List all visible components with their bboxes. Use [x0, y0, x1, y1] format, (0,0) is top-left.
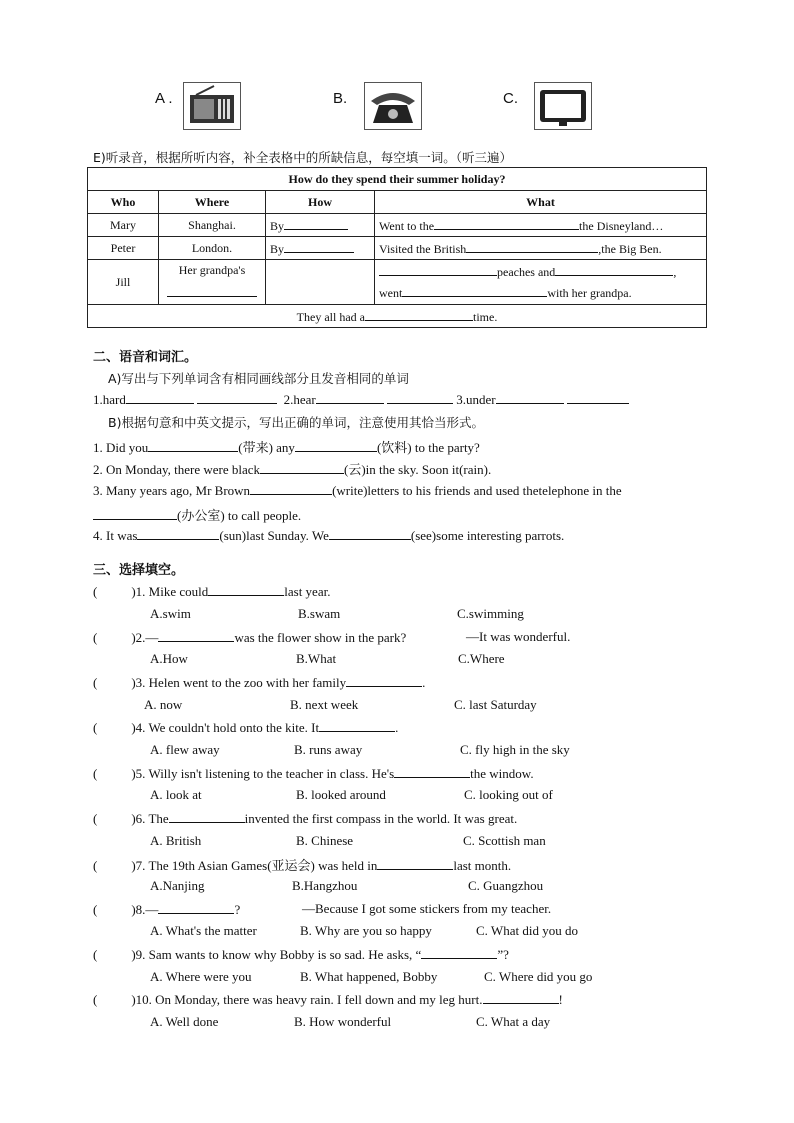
option-a[interactable]: A. flew away — [150, 742, 220, 757]
answer-blank[interactable] — [466, 240, 598, 253]
question-text: ! — [558, 992, 563, 1007]
table-title: How do they spend their summer holiday? — [88, 168, 707, 191]
cell-text: with her grandpa. — [547, 286, 632, 300]
option-a[interactable]: A. now — [144, 697, 183, 712]
answer-blank[interactable] — [295, 439, 377, 452]
answer-paren[interactable]: ( — [93, 720, 98, 735]
option-b[interactable]: B.What — [296, 651, 337, 666]
television-icon — [534, 82, 592, 130]
cell-text: , — [673, 265, 677, 279]
question-text: )3. Helen went to the zoo with her family — [131, 675, 347, 690]
answer-blank[interactable] — [316, 391, 384, 404]
cell-text: peaches and — [497, 265, 556, 279]
question-text: )10. On Monday, there was heavy rain. I fell down and my leg hurt. — [131, 992, 483, 1007]
word-3: 3.under — [456, 392, 496, 407]
answer-blank — [158, 629, 234, 642]
question-text: (云)in the sky. Soon it(rain). — [344, 462, 492, 477]
question-text: (see)some interesting parrots. — [410, 528, 565, 543]
section-2a-words — [93, 391, 629, 408]
question-text: )4. We couldn't hold onto the kite. It — [131, 720, 320, 735]
question-text: was the flower show in the park? — [234, 630, 407, 645]
choice-question-1 — [93, 583, 330, 600]
cell-text: By — [270, 241, 285, 256]
option-b[interactable]: B. How wonderful — [294, 1014, 392, 1029]
question-text: )9. Sam wants to know why Bobby is so sad. He asks, “ — [131, 947, 422, 962]
section-e-instruction: E)听录音，根据所听内容，补全表格中的所缺信息，每空填一词。（听三遍） — [93, 150, 513, 165]
question-reply: —It was wonderful. — [466, 629, 571, 644]
option-b[interactable]: B. runs away — [294, 742, 363, 757]
section-2b-instruction: B)根据句意和中英文提示，写出正确的单词，注意使用其恰当形式。 — [108, 415, 484, 430]
question-text: 1. Did you — [93, 440, 149, 455]
cell-text: By — [270, 218, 285, 233]
question-text: 3. Many years ago, Mr Brown — [93, 483, 251, 498]
question-text: ”? — [497, 947, 509, 962]
answer-blank[interactable] — [387, 391, 453, 404]
answer-paren[interactable]: ( — [93, 811, 98, 826]
cell-text: Visited the British — [379, 241, 467, 256]
answer-blank — [158, 901, 234, 914]
answer-blank[interactable] — [329, 527, 411, 540]
question-text: )6. The — [131, 811, 169, 826]
choice-question-3 — [93, 674, 425, 691]
header-how: How — [266, 191, 375, 214]
cell-text: went — [379, 286, 403, 300]
answer-blank — [208, 583, 284, 596]
answer-blank — [394, 765, 470, 778]
answer-paren[interactable]: ( — [93, 992, 98, 1007]
cell-where: Shanghai. — [159, 214, 266, 237]
cell-text: time. — [472, 309, 498, 324]
answer-blank[interactable] — [93, 507, 177, 520]
choice-question-7 — [93, 855, 511, 874]
answer-blank — [319, 719, 395, 732]
option-c[interactable]: C. fly high in the sky — [460, 742, 570, 757]
cell-text: the Disneyland… — [579, 218, 664, 233]
section-3-title: 三、选择填空。 — [93, 563, 185, 578]
question-text: )7. The 19th Asian Games(亚运会) was held in — [131, 858, 378, 873]
picture-b-label: B. — [333, 90, 348, 107]
choice-question-8 — [93, 901, 240, 918]
cell-how — [266, 237, 375, 260]
question-text: 4. It was — [93, 528, 138, 543]
question-text: )5. Willy isn't listening to the teacher in class. He's — [131, 766, 395, 781]
cell-text: Her grandpa's — [178, 263, 246, 277]
answer-blank[interactable] — [434, 217, 579, 230]
option-a[interactable]: A. British — [150, 833, 202, 848]
answer-blank[interactable] — [496, 391, 564, 404]
choice-question-10 — [93, 991, 563, 1008]
option-c[interactable]: C. Where did you go — [484, 969, 593, 984]
option-a[interactable]: A.Nanjing — [150, 878, 205, 893]
option-c[interactable]: C. looking out of — [464, 787, 553, 802]
option-a[interactable]: A. What's the matter — [150, 923, 257, 938]
answer-paren[interactable]: ( — [93, 858, 98, 873]
question-text: invented the first compass in the world. It was great. — [244, 811, 518, 826]
table-row — [88, 260, 707, 305]
answer-blank[interactable] — [567, 391, 629, 404]
question-2b-3-cont — [93, 505, 301, 524]
option-c[interactable]: C. What did you do — [476, 923, 578, 938]
answer-paren[interactable]: ( — [93, 902, 98, 917]
cell-what — [375, 260, 707, 305]
option-b[interactable]: B.swam — [298, 606, 341, 621]
answer-paren[interactable]: ( — [93, 947, 98, 962]
picture-c-label: C. — [503, 90, 518, 107]
option-a[interactable]: A.swim — [150, 606, 191, 621]
choice-question-4 — [93, 719, 398, 736]
option-b[interactable]: B. Why are you so happy — [300, 923, 432, 938]
cell-how — [266, 260, 375, 305]
question-text: 2. On Monday, there were black — [93, 462, 261, 477]
option-a[interactable]: A.How — [150, 651, 188, 666]
header-who: Who — [88, 191, 159, 214]
holiday-table — [87, 167, 707, 328]
choice-question-9 — [93, 946, 509, 963]
question-2b-3 — [93, 482, 622, 499]
answer-blank[interactable] — [167, 284, 257, 297]
answer-blank — [483, 991, 559, 1004]
question-2b-2 — [93, 459, 491, 478]
cell-who: Peter — [88, 237, 159, 260]
cell-who: Jill — [88, 260, 159, 305]
question-text: (饮料) to the party? — [376, 440, 480, 455]
answer-blank[interactable] — [402, 284, 547, 297]
option-b[interactable]: B.Hangzhou — [292, 878, 358, 893]
option-c[interactable]: C. Guangzhou — [468, 878, 544, 893]
cell-where: London. — [159, 237, 266, 260]
cell-how — [266, 214, 375, 237]
word-1: 1.hard — [93, 392, 126, 407]
telephone-icon — [364, 82, 422, 130]
option-c[interactable]: C.swimming — [457, 606, 524, 621]
answer-paren[interactable]: ( — [93, 675, 98, 690]
option-c[interactable]: C. last Saturday — [454, 697, 537, 712]
question-text: . — [395, 720, 399, 735]
cell-who: Mary — [88, 214, 159, 237]
answer-blank[interactable] — [126, 391, 194, 404]
answer-blank[interactable] — [260, 461, 344, 474]
question-reply: —Because I got some stickers from my teacher. — [302, 901, 552, 916]
option-a[interactable]: A. Well done — [150, 1014, 219, 1029]
answer-blank — [377, 857, 453, 870]
answer-blank — [169, 810, 245, 823]
answer-blank[interactable] — [555, 263, 673, 276]
cell-text: ,the Big Ben. — [598, 241, 662, 256]
option-b[interactable]: B. looked around — [296, 787, 386, 802]
section-2a-instruction: A)写出与下列单词含有相同画线部分且发音相同的单词 — [108, 371, 409, 386]
table-row — [88, 214, 707, 237]
question-text: (带来) any — [238, 440, 295, 455]
choice-question-2 — [93, 629, 406, 646]
option-b[interactable]: B. next week — [290, 697, 359, 712]
answer-blank[interactable] — [250, 482, 332, 495]
header-what: What — [375, 191, 707, 214]
question-2b-4 — [93, 527, 564, 544]
answer-blank[interactable] — [284, 240, 354, 253]
picture-a-label: A . — [155, 90, 173, 107]
question-text: the window. — [470, 766, 534, 781]
word-2: 2.hear — [283, 392, 316, 407]
section-2-title: 二、语音和词汇。 — [93, 350, 198, 365]
question-text: (sun)last Sunday. We — [219, 528, 329, 543]
question-2b-1 — [93, 437, 480, 456]
question-text: )8.— — [131, 902, 159, 917]
header-where: Where — [159, 191, 266, 214]
question-text: )1. Mike could — [131, 584, 209, 599]
answer-paren[interactable]: ( — [93, 630, 98, 645]
question-text: (办公室) to call people. — [177, 508, 302, 523]
answer-blank[interactable] — [379, 263, 497, 276]
option-a[interactable]: A. look at — [150, 787, 202, 802]
question-text: (write)letters to his friends and used thetelephone in the — [332, 483, 622, 498]
question-text: )2.— — [131, 630, 159, 645]
question-text: ? — [234, 902, 241, 917]
cell-what — [375, 237, 707, 260]
cell-text: They all had a — [296, 309, 365, 324]
answer-blank[interactable] — [365, 308, 473, 321]
answer-blank[interactable] — [148, 439, 238, 452]
answer-paren[interactable]: ( — [93, 584, 98, 599]
option-c[interactable]: C. What a day — [476, 1014, 551, 1029]
option-c[interactable]: C. Scottish man — [463, 833, 546, 848]
question-text: last year. — [284, 584, 331, 599]
question-text: last month. — [453, 858, 512, 873]
table-row — [88, 237, 707, 260]
table-footer-row — [88, 305, 707, 328]
radio-icon — [183, 82, 241, 130]
cell-what — [375, 214, 707, 237]
option-c[interactable]: C.Where — [458, 651, 505, 666]
option-b[interactable]: B. What happened, Bobby — [300, 969, 438, 984]
cell-footer — [88, 305, 707, 328]
question-text: . — [422, 675, 426, 690]
answer-blank[interactable] — [137, 527, 219, 540]
answer-blank — [421, 946, 497, 959]
choice-question-5 — [93, 765, 534, 782]
cell-text: Went to the — [379, 218, 435, 233]
option-a[interactable]: A. Where were you — [150, 969, 252, 984]
answer-blank[interactable] — [197, 391, 277, 404]
answer-paren[interactable]: ( — [93, 766, 98, 781]
option-b[interactable]: B. Chinese — [296, 833, 354, 848]
answer-blank — [346, 674, 422, 687]
answer-blank[interactable] — [284, 217, 348, 230]
choice-question-6 — [93, 810, 517, 827]
cell-where — [159, 260, 266, 305]
